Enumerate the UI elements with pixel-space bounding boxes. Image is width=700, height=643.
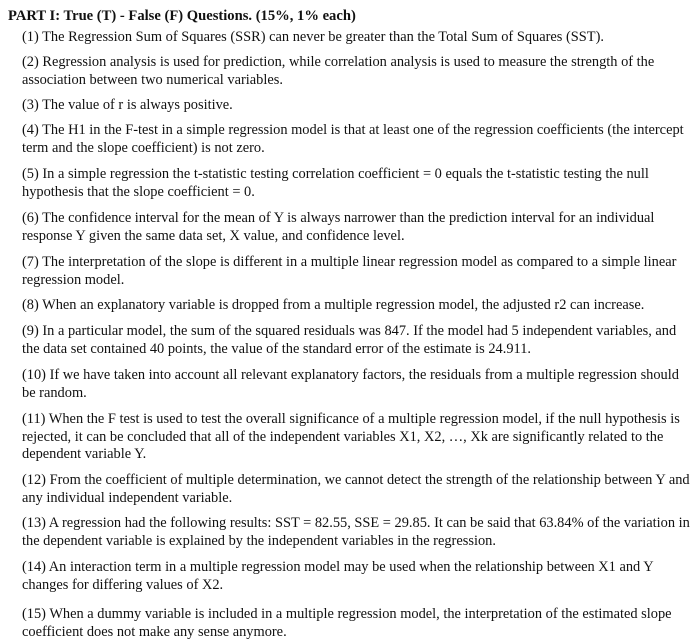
question-4: (4) The H1 in the F-test in a simple regression model is that at least one of the regression coefficients (the intercept term and the slope coefficient) is not zero. xyxy=(22,122,684,156)
question-5: (5) In a simple regression the t-statistic testing correlation coefficient = 0 equals the t-statistic testing the null hypothesis that the slope coefficient = 0. xyxy=(22,166,649,200)
question-10: (10) If we have taken into account all relevant explanatory factors, the residuals from a multiple regression should be random. xyxy=(22,367,679,401)
question-6: (6) The confidence interval for the mean of Y is always narrower than the prediction interval for an individual response Y given the same data set, X value, and confidence level. xyxy=(22,210,655,244)
question-12: (12) From the coefficient of multiple determination, we cannot detect the strength of the relationship between Y and any individual independent variable. xyxy=(22,472,690,506)
question-11: (11) When the F test is used to test the overall significance of a multiple regression model, if the null hypothesis is rejected, it can be concluded that all of the independent variables X1, X2, …, Xk are significantly related to the dependent variable Y. xyxy=(22,411,680,462)
question-13: (13) A regression had the following results: SST = 82.55, SSE = 29.85. It can be said that 63.84% of the variation in the dependent variable is explained by the independent variables in the regression. xyxy=(22,515,690,549)
question-2: (2) Regression analysis is used for prediction, while correlation analysis is used to measure the strength of the association between two numerical variables. xyxy=(22,54,655,88)
question-8: (8) When an explanatory variable is dropped from a multiple regression model, the adjusted r2 can increase. xyxy=(22,297,645,313)
question-3: (3) The value of r is always positive. xyxy=(22,97,233,113)
question-14: (14) An interaction term in a multiple regression model may be used when the relationship between X1 and Y changes for differing values of X2. xyxy=(22,559,654,593)
question-1: (1) The Regression Sum of Squares (SSR) can never be greater than the Total Sum of Squares (SST). xyxy=(22,29,604,45)
section-heading: PART I: True (T) - False (F) Questions. (15%, 1% each) xyxy=(8,8,356,24)
question-9: (9) In a particular model, the sum of the squared residuals was 847. If the model had 5 independent variables, and the data set contained 40 points, the value of the standard error of the estimate is 24.911. xyxy=(22,323,677,357)
question-15: (15) When a dummy variable is included in a multiple regression model, the interpretation of the estimated slope coefficient does not make any sense anymore. xyxy=(22,606,672,640)
question-7: (7) The interpretation of the slope is different in a multiple linear regression model as compared to a simple linear regression model. xyxy=(22,254,677,288)
